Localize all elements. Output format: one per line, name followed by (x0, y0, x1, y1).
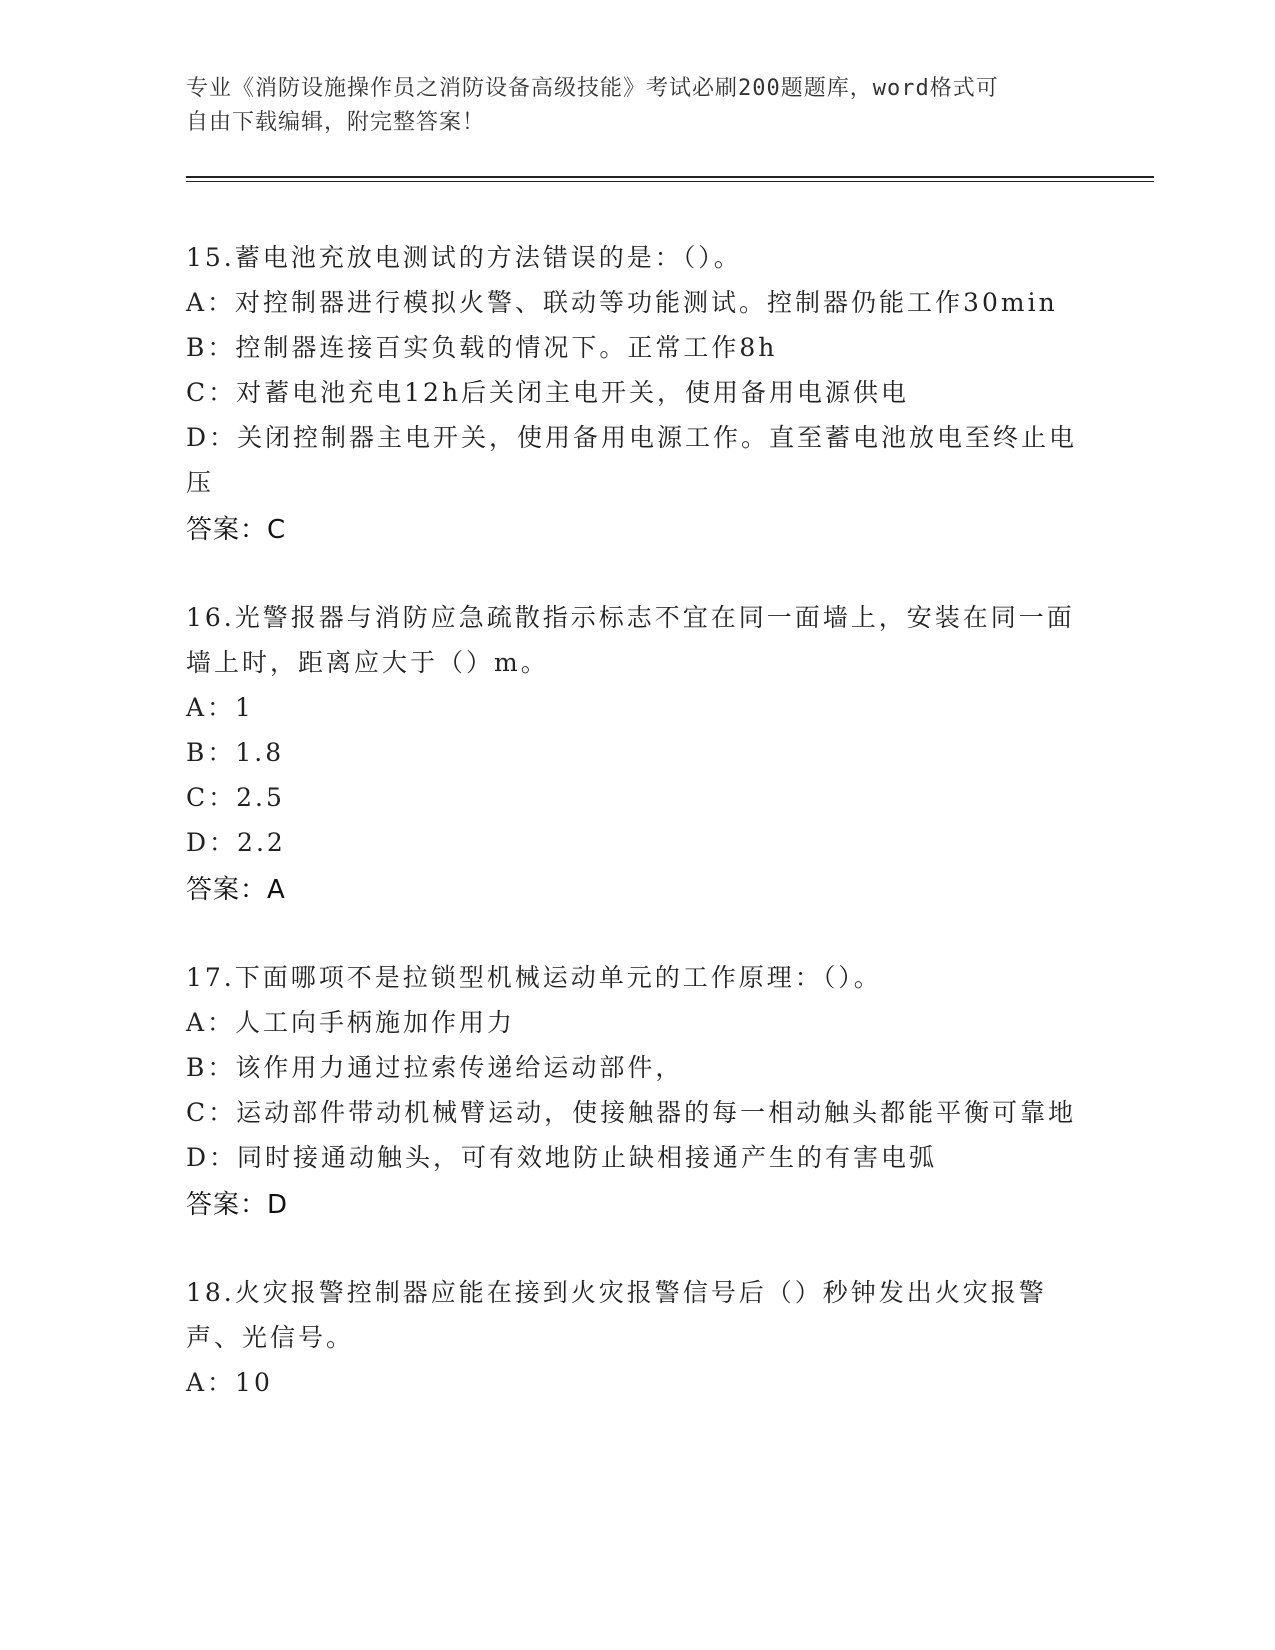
question-15 (186, 235, 1086, 553)
option-c: C：对蓄电池充电12h后关闭主电开关，使用备用电源供电 (186, 378, 910, 407)
answer-line (186, 507, 1086, 553)
option-a: A：10 (186, 1368, 273, 1397)
option-b: B：1.8 (186, 738, 285, 767)
option-c: C：2.5 (186, 783, 285, 812)
option-d: D：关闭控制器主电开关，使用备用电源工作。直至蓄电池放电至终止电压 (186, 423, 1078, 497)
question-stem: 18.火灾报警控制器应能在接到火灾报警信号后（）秒钟发出火灾报警声、光信号。 (186, 1278, 1047, 1352)
option-a: A：1 (186, 693, 254, 722)
option-c: C：运动部件带动机械臂运动，使接触器的每一相动触头都能平衡可靠地 (186, 1098, 1077, 1127)
header-divider (186, 176, 1154, 182)
answer-value: D (267, 1190, 289, 1220)
question-18 (186, 1270, 1086, 1405)
answer-label: 答案： (186, 1190, 268, 1220)
question-17 (186, 955, 1086, 1228)
question-stem: 16.光警报器与消防应急疏散指示标志不宜在同一面墙上，安装在同一面墙上时，距离应大于（）m。 (186, 603, 1075, 677)
question-16 (186, 595, 1086, 913)
answer-line (186, 1182, 1086, 1228)
answer-label: 答案： (186, 515, 268, 545)
answer-value: A (267, 875, 286, 905)
question-list (186, 235, 1086, 1447)
answer-label: 答案： (186, 875, 268, 905)
option-b: B：该作用力通过拉索传递给运动部件， (186, 1053, 684, 1082)
option-d: D：同时接通动触头，可有效地防止缺相接通产生的有害电弧 (186, 1143, 938, 1172)
answer-line (186, 867, 1086, 913)
option-b: B：控制器连接百实负载的情况下。正常工作8h (186, 333, 778, 362)
option-a: A：对控制器进行模拟火警、联动等功能测试。控制器仍能工作30min (186, 288, 1058, 317)
document-header (186, 72, 1066, 140)
option-d: D：2.2 (186, 828, 286, 857)
question-stem: 15.蓄电池充放电测试的方法错误的是：（）。 (186, 243, 742, 272)
option-a: A：人工向手柄施加作用力 (186, 1008, 516, 1037)
header-line-2: 自由下载编辑，附完整答案！ (186, 110, 486, 135)
question-stem: 17.下面哪项不是拉锁型机械运动单元的工作原理：（）。 (186, 963, 882, 992)
header-line-1: 专业《消防设施操作员之消防设备高级技能》考试必刷200题题库，word格式可 (186, 76, 999, 101)
answer-value: C (267, 515, 287, 545)
